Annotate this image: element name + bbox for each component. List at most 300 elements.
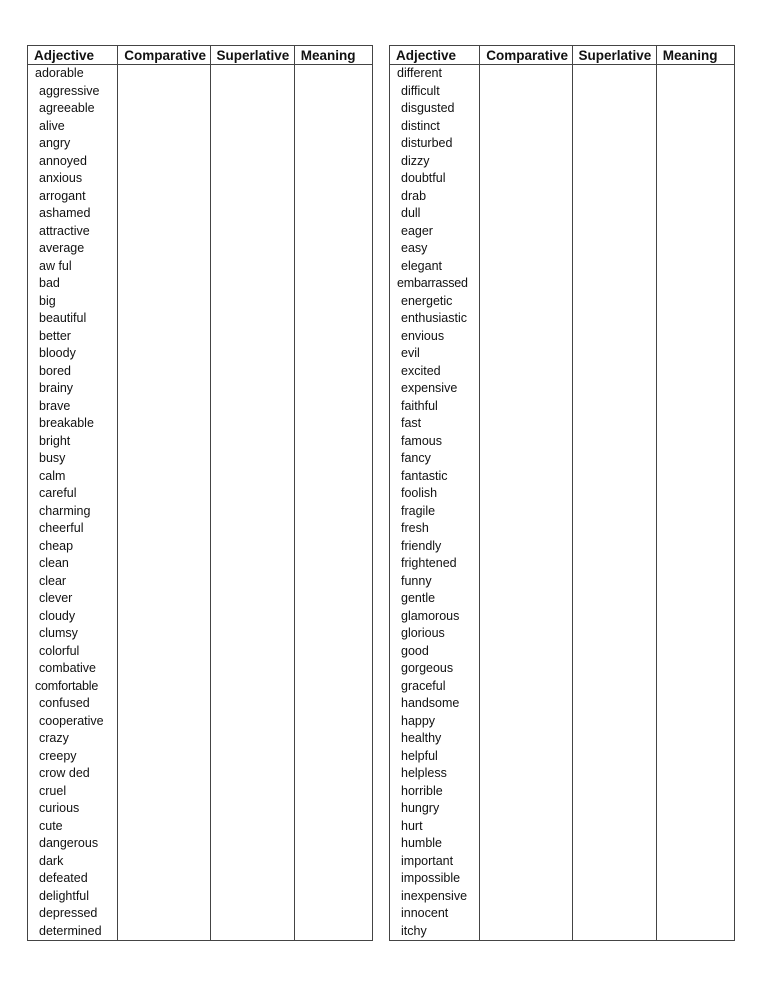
- meaning-cell[interactable]: [656, 695, 734, 713]
- meaning-cell[interactable]: [656, 135, 734, 153]
- comparative-cell[interactable]: [118, 538, 210, 556]
- superlative-cell[interactable]: [210, 135, 294, 153]
- meaning-cell[interactable]: [294, 608, 372, 626]
- meaning-cell[interactable]: [656, 398, 734, 416]
- superlative-cell[interactable]: [572, 170, 656, 188]
- meaning-cell[interactable]: [656, 923, 734, 941]
- meaning-cell[interactable]: [656, 643, 734, 661]
- superlative-cell[interactable]: [210, 398, 294, 416]
- comparative-cell[interactable]: [118, 415, 210, 433]
- superlative-cell[interactable]: [210, 643, 294, 661]
- meaning-cell[interactable]: [294, 328, 372, 346]
- comparative-cell[interactable]: [118, 468, 210, 486]
- superlative-cell[interactable]: [572, 275, 656, 293]
- meaning-cell[interactable]: [294, 923, 372, 941]
- comparative-cell[interactable]: [118, 205, 210, 223]
- superlative-cell[interactable]: [572, 555, 656, 573]
- meaning-cell[interactable]: [294, 100, 372, 118]
- superlative-cell[interactable]: [210, 380, 294, 398]
- superlative-cell[interactable]: [572, 328, 656, 346]
- superlative-cell[interactable]: [210, 625, 294, 643]
- meaning-cell[interactable]: [294, 905, 372, 923]
- comparative-cell[interactable]: [118, 923, 210, 941]
- comparative-cell[interactable]: [118, 765, 210, 783]
- meaning-cell[interactable]: [656, 170, 734, 188]
- superlative-cell[interactable]: [572, 625, 656, 643]
- superlative-cell[interactable]: [572, 293, 656, 311]
- meaning-cell[interactable]: [656, 223, 734, 241]
- comparative-cell[interactable]: [118, 695, 210, 713]
- meaning-cell[interactable]: [656, 468, 734, 486]
- meaning-cell[interactable]: [294, 660, 372, 678]
- meaning-cell[interactable]: [656, 800, 734, 818]
- comparative-cell[interactable]: [118, 573, 210, 591]
- meaning-cell[interactable]: [656, 713, 734, 731]
- superlative-cell[interactable]: [210, 188, 294, 206]
- comparative-cell[interactable]: [480, 538, 572, 556]
- superlative-cell[interactable]: [572, 83, 656, 101]
- comparative-cell[interactable]: [118, 65, 210, 83]
- meaning-cell[interactable]: [656, 188, 734, 206]
- comparative-cell[interactable]: [480, 853, 572, 871]
- comparative-cell[interactable]: [480, 888, 572, 906]
- comparative-cell[interactable]: [118, 363, 210, 381]
- meaning-cell[interactable]: [294, 748, 372, 766]
- meaning-cell[interactable]: [656, 310, 734, 328]
- superlative-cell[interactable]: [210, 608, 294, 626]
- superlative-cell[interactable]: [572, 135, 656, 153]
- meaning-cell[interactable]: [656, 573, 734, 591]
- meaning-cell[interactable]: [656, 678, 734, 696]
- meaning-cell[interactable]: [294, 485, 372, 503]
- meaning-cell[interactable]: [656, 433, 734, 451]
- superlative-cell[interactable]: [210, 853, 294, 871]
- comparative-cell[interactable]: [480, 433, 572, 451]
- comparative-cell[interactable]: [480, 485, 572, 503]
- superlative-cell[interactable]: [210, 328, 294, 346]
- meaning-cell[interactable]: [294, 223, 372, 241]
- meaning-cell[interactable]: [294, 713, 372, 731]
- superlative-cell[interactable]: [210, 205, 294, 223]
- superlative-cell[interactable]: [210, 363, 294, 381]
- meaning-cell[interactable]: [294, 258, 372, 276]
- comparative-cell[interactable]: [480, 555, 572, 573]
- meaning-cell[interactable]: [294, 310, 372, 328]
- meaning-cell[interactable]: [656, 83, 734, 101]
- superlative-cell[interactable]: [210, 520, 294, 538]
- meaning-cell[interactable]: [656, 520, 734, 538]
- comparative-cell[interactable]: [480, 590, 572, 608]
- superlative-cell[interactable]: [210, 835, 294, 853]
- superlative-cell[interactable]: [210, 538, 294, 556]
- meaning-cell[interactable]: [656, 748, 734, 766]
- meaning-cell[interactable]: [656, 328, 734, 346]
- comparative-cell[interactable]: [118, 643, 210, 661]
- comparative-cell[interactable]: [480, 800, 572, 818]
- meaning-cell[interactable]: [294, 870, 372, 888]
- comparative-cell[interactable]: [480, 835, 572, 853]
- meaning-cell[interactable]: [656, 415, 734, 433]
- comparative-cell[interactable]: [480, 205, 572, 223]
- superlative-cell[interactable]: [572, 608, 656, 626]
- comparative-cell[interactable]: [480, 345, 572, 363]
- superlative-cell[interactable]: [210, 65, 294, 83]
- comparative-cell[interactable]: [118, 450, 210, 468]
- comparative-cell[interactable]: [480, 748, 572, 766]
- superlative-cell[interactable]: [210, 258, 294, 276]
- comparative-cell[interactable]: [480, 240, 572, 258]
- comparative-cell[interactable]: [118, 818, 210, 836]
- superlative-cell[interactable]: [572, 835, 656, 853]
- comparative-cell[interactable]: [118, 345, 210, 363]
- meaning-cell[interactable]: [294, 765, 372, 783]
- superlative-cell[interactable]: [210, 695, 294, 713]
- meaning-cell[interactable]: [294, 818, 372, 836]
- superlative-cell[interactable]: [572, 730, 656, 748]
- meaning-cell[interactable]: [656, 345, 734, 363]
- meaning-cell[interactable]: [294, 275, 372, 293]
- comparative-cell[interactable]: [480, 503, 572, 521]
- meaning-cell[interactable]: [656, 853, 734, 871]
- meaning-cell[interactable]: [656, 555, 734, 573]
- superlative-cell[interactable]: [210, 783, 294, 801]
- meaning-cell[interactable]: [656, 538, 734, 556]
- superlative-cell[interactable]: [572, 538, 656, 556]
- meaning-cell[interactable]: [294, 538, 372, 556]
- superlative-cell[interactable]: [210, 450, 294, 468]
- comparative-cell[interactable]: [118, 188, 210, 206]
- meaning-cell[interactable]: [294, 468, 372, 486]
- comparative-cell[interactable]: [480, 100, 572, 118]
- superlative-cell[interactable]: [210, 800, 294, 818]
- superlative-cell[interactable]: [210, 870, 294, 888]
- superlative-cell[interactable]: [572, 240, 656, 258]
- superlative-cell[interactable]: [572, 100, 656, 118]
- comparative-cell[interactable]: [480, 678, 572, 696]
- meaning-cell[interactable]: [294, 118, 372, 136]
- meaning-cell[interactable]: [294, 240, 372, 258]
- comparative-cell[interactable]: [118, 870, 210, 888]
- superlative-cell[interactable]: [210, 83, 294, 101]
- superlative-cell[interactable]: [210, 415, 294, 433]
- comparative-cell[interactable]: [480, 765, 572, 783]
- superlative-cell[interactable]: [210, 310, 294, 328]
- meaning-cell[interactable]: [656, 363, 734, 381]
- superlative-cell[interactable]: [210, 888, 294, 906]
- comparative-cell[interactable]: [480, 398, 572, 416]
- meaning-cell[interactable]: [294, 345, 372, 363]
- comparative-cell[interactable]: [118, 888, 210, 906]
- comparative-cell[interactable]: [118, 380, 210, 398]
- superlative-cell[interactable]: [572, 713, 656, 731]
- comparative-cell[interactable]: [480, 783, 572, 801]
- comparative-cell[interactable]: [480, 135, 572, 153]
- meaning-cell[interactable]: [294, 573, 372, 591]
- superlative-cell[interactable]: [210, 433, 294, 451]
- comparative-cell[interactable]: [480, 870, 572, 888]
- superlative-cell[interactable]: [572, 800, 656, 818]
- comparative-cell[interactable]: [480, 660, 572, 678]
- meaning-cell[interactable]: [656, 100, 734, 118]
- comparative-cell[interactable]: [480, 573, 572, 591]
- superlative-cell[interactable]: [210, 573, 294, 591]
- superlative-cell[interactable]: [572, 188, 656, 206]
- meaning-cell[interactable]: [656, 660, 734, 678]
- superlative-cell[interactable]: [572, 153, 656, 171]
- superlative-cell[interactable]: [210, 485, 294, 503]
- comparative-cell[interactable]: [480, 905, 572, 923]
- meaning-cell[interactable]: [294, 433, 372, 451]
- superlative-cell[interactable]: [572, 450, 656, 468]
- meaning-cell[interactable]: [294, 135, 372, 153]
- superlative-cell[interactable]: [572, 363, 656, 381]
- superlative-cell[interactable]: [210, 713, 294, 731]
- superlative-cell[interactable]: [210, 748, 294, 766]
- comparative-cell[interactable]: [480, 170, 572, 188]
- superlative-cell[interactable]: [210, 468, 294, 486]
- superlative-cell[interactable]: [210, 765, 294, 783]
- comparative-cell[interactable]: [118, 170, 210, 188]
- superlative-cell[interactable]: [210, 923, 294, 941]
- meaning-cell[interactable]: [294, 293, 372, 311]
- meaning-cell[interactable]: [294, 800, 372, 818]
- meaning-cell[interactable]: [656, 240, 734, 258]
- meaning-cell[interactable]: [656, 485, 734, 503]
- superlative-cell[interactable]: [210, 555, 294, 573]
- comparative-cell[interactable]: [480, 730, 572, 748]
- superlative-cell[interactable]: [572, 485, 656, 503]
- meaning-cell[interactable]: [656, 905, 734, 923]
- superlative-cell[interactable]: [572, 433, 656, 451]
- meaning-cell[interactable]: [656, 818, 734, 836]
- comparative-cell[interactable]: [480, 118, 572, 136]
- comparative-cell[interactable]: [118, 433, 210, 451]
- superlative-cell[interactable]: [572, 923, 656, 941]
- meaning-cell[interactable]: [294, 188, 372, 206]
- superlative-cell[interactable]: [210, 660, 294, 678]
- comparative-cell[interactable]: [118, 608, 210, 626]
- superlative-cell[interactable]: [572, 258, 656, 276]
- superlative-cell[interactable]: [572, 905, 656, 923]
- meaning-cell[interactable]: [656, 888, 734, 906]
- comparative-cell[interactable]: [118, 800, 210, 818]
- comparative-cell[interactable]: [118, 398, 210, 416]
- superlative-cell[interactable]: [210, 293, 294, 311]
- comparative-cell[interactable]: [118, 100, 210, 118]
- superlative-cell[interactable]: [210, 275, 294, 293]
- superlative-cell[interactable]: [210, 730, 294, 748]
- comparative-cell[interactable]: [118, 835, 210, 853]
- superlative-cell[interactable]: [572, 310, 656, 328]
- comparative-cell[interactable]: [118, 258, 210, 276]
- comparative-cell[interactable]: [480, 328, 572, 346]
- superlative-cell[interactable]: [572, 223, 656, 241]
- comparative-cell[interactable]: [118, 853, 210, 871]
- meaning-cell[interactable]: [294, 643, 372, 661]
- comparative-cell[interactable]: [118, 555, 210, 573]
- comparative-cell[interactable]: [118, 275, 210, 293]
- meaning-cell[interactable]: [294, 83, 372, 101]
- meaning-cell[interactable]: [656, 205, 734, 223]
- comparative-cell[interactable]: [480, 468, 572, 486]
- superlative-cell[interactable]: [210, 170, 294, 188]
- comparative-cell[interactable]: [480, 188, 572, 206]
- comparative-cell[interactable]: [118, 660, 210, 678]
- comparative-cell[interactable]: [480, 608, 572, 626]
- superlative-cell[interactable]: [210, 118, 294, 136]
- comparative-cell[interactable]: [480, 818, 572, 836]
- meaning-cell[interactable]: [294, 363, 372, 381]
- comparative-cell[interactable]: [118, 625, 210, 643]
- comparative-cell[interactable]: [118, 240, 210, 258]
- comparative-cell[interactable]: [480, 923, 572, 941]
- comparative-cell[interactable]: [480, 450, 572, 468]
- comparative-cell[interactable]: [118, 905, 210, 923]
- superlative-cell[interactable]: [572, 695, 656, 713]
- meaning-cell[interactable]: [656, 65, 734, 83]
- comparative-cell[interactable]: [118, 590, 210, 608]
- meaning-cell[interactable]: [294, 695, 372, 713]
- meaning-cell[interactable]: [656, 835, 734, 853]
- superlative-cell[interactable]: [572, 503, 656, 521]
- meaning-cell[interactable]: [656, 730, 734, 748]
- superlative-cell[interactable]: [572, 853, 656, 871]
- superlative-cell[interactable]: [572, 643, 656, 661]
- meaning-cell[interactable]: [294, 853, 372, 871]
- superlative-cell[interactable]: [572, 415, 656, 433]
- superlative-cell[interactable]: [210, 503, 294, 521]
- comparative-cell[interactable]: [480, 258, 572, 276]
- meaning-cell[interactable]: [656, 870, 734, 888]
- superlative-cell[interactable]: [572, 590, 656, 608]
- meaning-cell[interactable]: [294, 398, 372, 416]
- comparative-cell[interactable]: [118, 293, 210, 311]
- superlative-cell[interactable]: [210, 153, 294, 171]
- superlative-cell[interactable]: [572, 520, 656, 538]
- superlative-cell[interactable]: [572, 65, 656, 83]
- superlative-cell[interactable]: [572, 748, 656, 766]
- superlative-cell[interactable]: [572, 870, 656, 888]
- superlative-cell[interactable]: [572, 818, 656, 836]
- superlative-cell[interactable]: [572, 118, 656, 136]
- meaning-cell[interactable]: [294, 783, 372, 801]
- meaning-cell[interactable]: [294, 450, 372, 468]
- superlative-cell[interactable]: [572, 765, 656, 783]
- meaning-cell[interactable]: [656, 258, 734, 276]
- superlative-cell[interactable]: [210, 345, 294, 363]
- superlative-cell[interactable]: [572, 398, 656, 416]
- superlative-cell[interactable]: [572, 660, 656, 678]
- meaning-cell[interactable]: [294, 888, 372, 906]
- comparative-cell[interactable]: [118, 520, 210, 538]
- meaning-cell[interactable]: [294, 415, 372, 433]
- meaning-cell[interactable]: [294, 555, 372, 573]
- meaning-cell[interactable]: [656, 625, 734, 643]
- meaning-cell[interactable]: [656, 293, 734, 311]
- comparative-cell[interactable]: [118, 83, 210, 101]
- comparative-cell[interactable]: [480, 153, 572, 171]
- comparative-cell[interactable]: [118, 678, 210, 696]
- meaning-cell[interactable]: [294, 205, 372, 223]
- superlative-cell[interactable]: [572, 345, 656, 363]
- superlative-cell[interactable]: [210, 100, 294, 118]
- superlative-cell[interactable]: [210, 223, 294, 241]
- meaning-cell[interactable]: [294, 170, 372, 188]
- meaning-cell[interactable]: [656, 765, 734, 783]
- meaning-cell[interactable]: [294, 520, 372, 538]
- meaning-cell[interactable]: [656, 590, 734, 608]
- superlative-cell[interactable]: [572, 783, 656, 801]
- comparative-cell[interactable]: [118, 135, 210, 153]
- meaning-cell[interactable]: [656, 275, 734, 293]
- comparative-cell[interactable]: [118, 485, 210, 503]
- comparative-cell[interactable]: [480, 275, 572, 293]
- superlative-cell[interactable]: [210, 818, 294, 836]
- superlative-cell[interactable]: [572, 573, 656, 591]
- comparative-cell[interactable]: [480, 625, 572, 643]
- comparative-cell[interactable]: [118, 713, 210, 731]
- comparative-cell[interactable]: [480, 310, 572, 328]
- meaning-cell[interactable]: [294, 590, 372, 608]
- meaning-cell[interactable]: [294, 625, 372, 643]
- comparative-cell[interactable]: [118, 328, 210, 346]
- superlative-cell[interactable]: [572, 205, 656, 223]
- meaning-cell[interactable]: [294, 503, 372, 521]
- superlative-cell[interactable]: [210, 905, 294, 923]
- superlative-cell[interactable]: [210, 678, 294, 696]
- comparative-cell[interactable]: [480, 380, 572, 398]
- comparative-cell[interactable]: [480, 643, 572, 661]
- comparative-cell[interactable]: [118, 748, 210, 766]
- comparative-cell[interactable]: [118, 223, 210, 241]
- superlative-cell[interactable]: [210, 590, 294, 608]
- meaning-cell[interactable]: [294, 835, 372, 853]
- comparative-cell[interactable]: [480, 83, 572, 101]
- meaning-cell[interactable]: [656, 503, 734, 521]
- superlative-cell[interactable]: [572, 888, 656, 906]
- meaning-cell[interactable]: [656, 118, 734, 136]
- comparative-cell[interactable]: [480, 695, 572, 713]
- comparative-cell[interactable]: [118, 310, 210, 328]
- superlative-cell[interactable]: [572, 468, 656, 486]
- meaning-cell[interactable]: [294, 730, 372, 748]
- comparative-cell[interactable]: [118, 118, 210, 136]
- meaning-cell[interactable]: [294, 380, 372, 398]
- meaning-cell[interactable]: [656, 608, 734, 626]
- superlative-cell[interactable]: [572, 380, 656, 398]
- meaning-cell[interactable]: [656, 450, 734, 468]
- comparative-cell[interactable]: [480, 65, 572, 83]
- meaning-cell[interactable]: [294, 65, 372, 83]
- meaning-cell[interactable]: [656, 153, 734, 171]
- comparative-cell[interactable]: [480, 415, 572, 433]
- comparative-cell[interactable]: [118, 153, 210, 171]
- comparative-cell[interactable]: [480, 363, 572, 381]
- comparative-cell[interactable]: [480, 293, 572, 311]
- comparative-cell[interactable]: [480, 713, 572, 731]
- meaning-cell[interactable]: [294, 678, 372, 696]
- comparative-cell[interactable]: [118, 783, 210, 801]
- comparative-cell[interactable]: [480, 223, 572, 241]
- meaning-cell[interactable]: [656, 783, 734, 801]
- comparative-cell[interactable]: [480, 520, 572, 538]
- superlative-cell[interactable]: [572, 678, 656, 696]
- comparative-cell[interactable]: [118, 503, 210, 521]
- superlative-cell[interactable]: [210, 240, 294, 258]
- meaning-cell[interactable]: [656, 380, 734, 398]
- comparative-cell[interactable]: [118, 730, 210, 748]
- meaning-cell[interactable]: [294, 153, 372, 171]
